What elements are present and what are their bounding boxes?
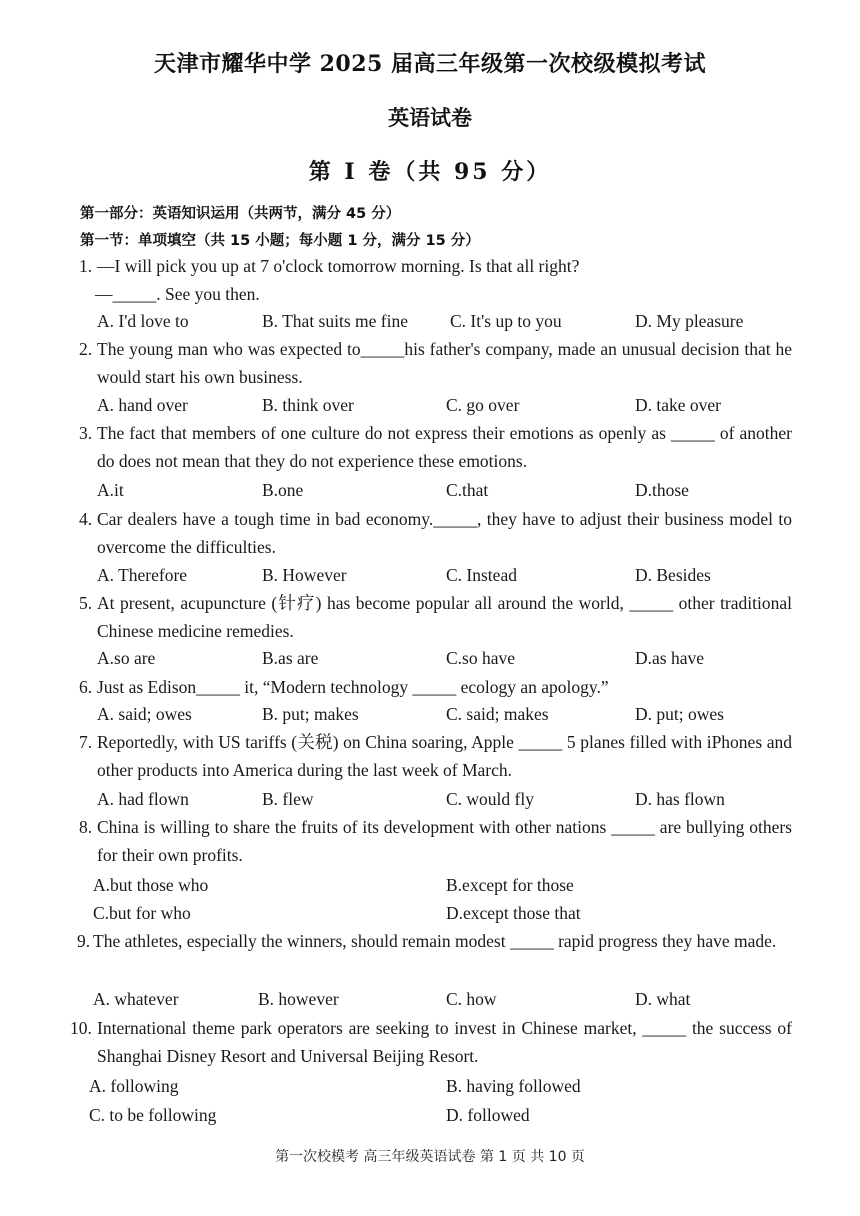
question-number: 8.	[79, 817, 93, 837]
question-text: China is willing to share the fruits of its development with other nations _____ are bullying others for their own profits.	[97, 817, 792, 865]
option-b[interactable]: B. put; makes	[262, 704, 359, 724]
option-a[interactable]: A. whatever	[93, 989, 179, 1009]
option-d[interactable]: D. has flown	[635, 789, 725, 809]
question-text: The young man who was expected to_____his father's company, made an unusual decision that he would start his own business.	[97, 339, 792, 387]
option-c[interactable]: C. would fly	[446, 789, 534, 809]
question-number: 5.	[79, 593, 93, 613]
question-number: 7.	[79, 732, 93, 752]
question-text: —I will pick you up at 7 o'clock tomorrow morning. Is that all right?	[97, 256, 580, 276]
option-d[interactable]: D. take over	[635, 395, 722, 415]
question-number: 6.	[79, 677, 93, 697]
question-text: Car dealers have a tough time in bad economy._____, they have to adjust their business model to overcome the difficulties.	[97, 509, 792, 557]
option-a[interactable]: A. I'd love to	[97, 311, 189, 331]
option-c[interactable]: C. It's up to you	[450, 311, 562, 331]
question-text: The athletes, especially the winners, should remain modest _____ rapid progress they have made.	[93, 931, 777, 951]
question-text: International theme park operators are seeking to invest in Chinese market, _____ the success of Shanghai Disney Resort and Universal Beijing Resort.	[97, 1018, 792, 1066]
option-a[interactable]: A. said; owes	[97, 704, 192, 724]
school-title: 天津市耀华中学 2025 届高三年级第一次校级模拟考试	[153, 51, 707, 77]
option-b[interactable]: B. having followed	[446, 1076, 581, 1096]
question-number: 1.	[79, 256, 93, 276]
option-c[interactable]: C.so have	[446, 648, 516, 668]
option-b[interactable]: B. however	[258, 989, 339, 1009]
option-d[interactable]: D. Besides	[635, 565, 711, 585]
option-b[interactable]: B.as are	[262, 648, 319, 668]
option-a[interactable]: A. Therefore	[97, 565, 188, 585]
subject-title: 英语试卷	[388, 105, 472, 130]
option-d[interactable]: D. followed	[446, 1105, 530, 1125]
page-footer: 第一次校模考 高三年级英语试卷 第 1 页 共 10 页	[275, 1149, 585, 1165]
question-number: 3.	[79, 423, 93, 443]
question-number: 4.	[79, 509, 93, 529]
option-b[interactable]: B.one	[262, 480, 304, 500]
option-a[interactable]: A. hand over	[97, 395, 188, 415]
option-d[interactable]: D.those	[635, 480, 689, 500]
option-b[interactable]: B. flew	[262, 789, 314, 809]
question-text: —_____. See you then.	[95, 284, 260, 304]
part-heading: 第一部分：英语知识运用（共两节，满分 45 分）	[80, 206, 401, 222]
option-d[interactable]: D. what	[635, 989, 691, 1009]
option-c[interactable]: C. said; makes	[446, 704, 549, 724]
section-heading: 第一节：单项填空（共 15 小题；每小题 1 分，满分 15 分）	[80, 233, 480, 249]
option-c[interactable]: C. to be following	[89, 1105, 217, 1125]
question-number: 9.	[77, 931, 91, 951]
option-a[interactable]: A.so are	[97, 648, 156, 668]
volume-title: 第 I 卷（共 95 分）	[308, 159, 552, 185]
option-b[interactable]: B.except for those	[446, 875, 574, 895]
option-d[interactable]: D. My pleasure	[635, 311, 744, 331]
option-b[interactable]: B. think over	[262, 395, 354, 415]
question-text: At present, acupuncture (针疗) has become popular all around the world, _____ other traditional Chinese medicine remedies.	[97, 593, 792, 641]
option-b[interactable]: B. However	[262, 565, 347, 585]
option-c[interactable]: C.but for who	[93, 903, 191, 923]
option-d[interactable]: D. put; owes	[635, 704, 724, 724]
option-b[interactable]: B. That suits me fine	[262, 311, 408, 331]
question-text: Reportedly, with US tariffs (关税) on China soaring, Apple _____ 5 planes filled with iPhones and other products into America during the last week of March.	[97, 732, 792, 780]
question-text: Just as Edison_____ it, “Modern technology _____ ecology an apology.”	[97, 677, 609, 697]
question-number: 10.	[70, 1018, 92, 1038]
option-c[interactable]: C. go over	[446, 395, 520, 415]
option-d[interactable]: D.except those that	[446, 903, 581, 923]
question-number: 2.	[79, 339, 93, 359]
option-a[interactable]: A. had flown	[97, 789, 189, 809]
question-text: The fact that members of one culture do not express their emotions as openly as _____ of another do does not mean that they do not experience these emotions.	[97, 423, 792, 471]
option-a[interactable]: A.it	[97, 480, 124, 500]
option-c[interactable]: C.that	[446, 480, 489, 500]
option-d[interactable]: D.as have	[635, 648, 705, 668]
option-c[interactable]: C. Instead	[446, 565, 517, 585]
option-a[interactable]: A.but those who	[93, 875, 209, 895]
option-a[interactable]: A. following	[89, 1076, 179, 1096]
option-c[interactable]: C. how	[446, 989, 497, 1009]
